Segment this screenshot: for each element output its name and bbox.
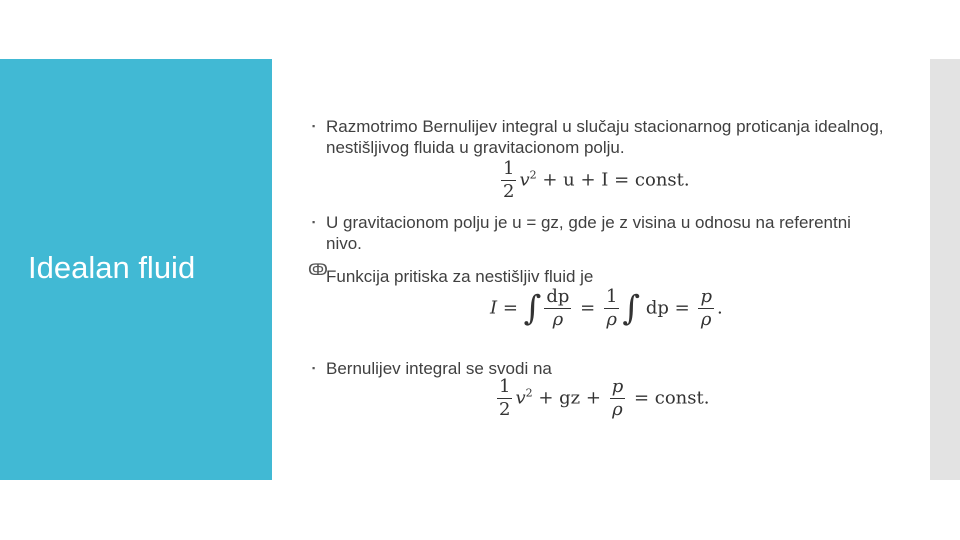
fraction: $\frac{1}{2}$: [503, 158, 515, 202]
formula-pressure-function: I = ∫ $\frac{dp}{\rho}$ = $\frac{1}{\rho}$ ∫ dp = $\frac{p}{\rho}$ .: [490, 286, 723, 330]
bullet-item: [312, 212, 886, 254]
fraction: $\frac{1}{\rho}$: [605, 286, 618, 330]
fraction: $\frac{p}{\rho}$: [700, 286, 712, 330]
fraction: $\frac{p}{\rho}$: [611, 376, 624, 420]
slide-title: Idealan fluid: [28, 250, 196, 285]
bullet-text: Bernulijev integral se svodi na: [326, 359, 552, 378]
bullet-text: Funkcija pritiska za nestišljiv fluid je: [326, 267, 594, 286]
integral-sign: ∫: [523, 288, 542, 329]
fraction: $\frac{1}{2}$: [499, 376, 511, 420]
bullet-text: Razmotrimo Bernulijev integral u slučaju stacionarnog proticanja idealnog, nestišljivog fluida u gravitacionom polju.: [326, 117, 884, 157]
formula-bernoulli-general: $\frac{1}{2}$ $v^2 + u + I$ = const.: [503, 158, 690, 202]
bullet-marker: ▪: [312, 121, 316, 131]
bullet-marker: ▪: [312, 217, 316, 227]
right-decor-bar: [930, 59, 960, 480]
bullet-item: [312, 116, 886, 158]
bullet-item: [308, 262, 886, 287]
bullet-text: U gravitacionom polju je u = gz, gde je z visina u odnosu na referentni nivo.: [326, 213, 851, 253]
integral-sign: ∫: [622, 288, 641, 329]
bullet-marker: ↂ: [308, 262, 328, 279]
fraction: $\frac{dp}{\rho}$: [546, 286, 570, 330]
formula-bernoulli-incompressible: $\frac{1}{2}$ $v^2$ + gz + $\frac{p}{\rho}$ = const.: [499, 376, 710, 420]
bullet-marker: ▪: [312, 363, 316, 373]
